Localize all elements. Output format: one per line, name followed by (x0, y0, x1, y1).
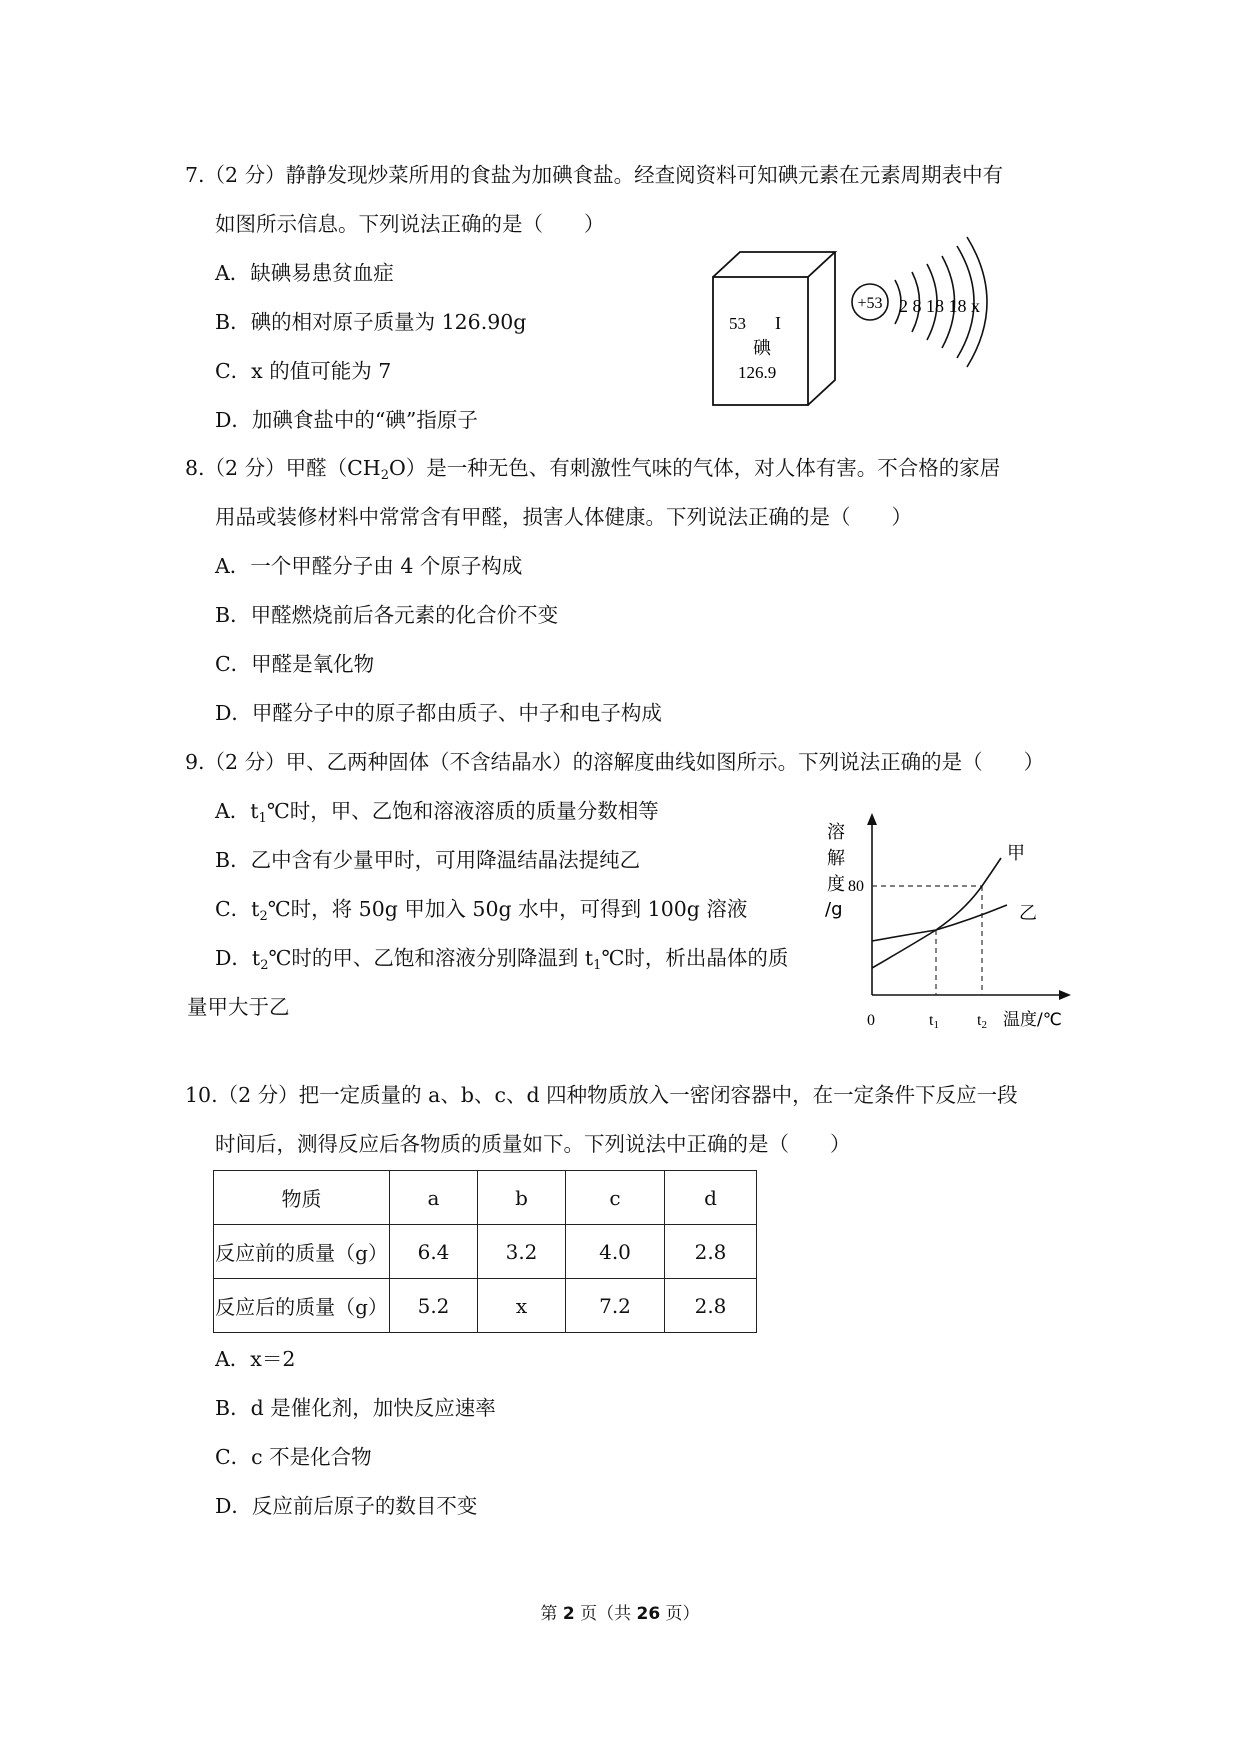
table-cell: 4.0 (566, 1225, 665, 1279)
x-origin-label: 0 (867, 1012, 875, 1029)
curve-yi (872, 905, 1007, 941)
q8-stem-pre: 8.（2 分）甲醛（CH (185, 456, 381, 480)
iodine-element-figure (705, 232, 1005, 412)
table-cell: 2.8 (665, 1225, 757, 1279)
table-header-row (214, 1171, 757, 1225)
table-cell: 6.4 (390, 1225, 478, 1279)
q9-d-sub: 2 (260, 958, 269, 973)
table-header-cell: b (478, 1171, 566, 1225)
y-axis-label (825, 822, 845, 920)
q9-d-sub2: 1 (593, 958, 602, 973)
nucleus-charge: +53 (857, 295, 883, 312)
y-tick-80: 80 (848, 878, 864, 895)
q9-option-d-continued: 量甲大于乙 (187, 995, 290, 1019)
table-cell: 3.2 (478, 1225, 566, 1279)
t2-letter: t (977, 1012, 982, 1029)
footer-pre: 第 (540, 1604, 563, 1624)
atom-structure (852, 237, 987, 367)
x-axis-label: 温度/℃ (1003, 1010, 1062, 1030)
table-header-cell: d (665, 1171, 757, 1225)
q7-stem-line1: 7.（2 分）静静发现炒菜所用的食盐为加碘食盐。经查阅资料可知碘元素在元素周期表中有 (185, 163, 1004, 187)
element-symbol: I (775, 313, 781, 333)
series-label-yi: 乙 (1019, 903, 1037, 924)
table-header-cell: c (566, 1171, 665, 1225)
solubility-curve-figure (815, 808, 1075, 1038)
ylabel-char-3: 度 (827, 874, 845, 895)
q9-c-sub: 2 (259, 909, 268, 924)
q7-option-d: D．加碘食盐中的“碘”指原子 (215, 408, 478, 432)
q9-option-c (215, 896, 747, 922)
q10-stem-line2: 时间后，测得反应后各物质的质量如下。下列说法中正确的是（ ） (215, 1132, 851, 1156)
q8-stem-line1 (185, 455, 1000, 481)
ylabel-char-1: 溶 (827, 822, 845, 843)
table-row (214, 1225, 757, 1279)
q10-option-d: D．反应前后原子的数目不变 (215, 1494, 478, 1518)
q8-stem-post: O）是一种无色、有刺激性气味的气体，对人体有害。不合格的家居 (388, 456, 1001, 480)
q9-stem-line1: 9.（2 分）甲、乙两种固体（不含结晶水）的溶解度曲线如图所示。下列说法正确的是（ ） (185, 750, 1045, 774)
table-header-cell: a (390, 1171, 478, 1225)
footer-post: 页） (660, 1604, 700, 1624)
q9-a-sub: 1 (258, 811, 267, 826)
q7-option-c: C．x 的值可能为 7 (215, 359, 392, 383)
q7-stem-line2: 如图所示信息。下列说法正确的是（ ） (215, 212, 605, 236)
q8-option-c: C．甲醛是氧化物 (215, 652, 375, 676)
page-footer (0, 1599, 1240, 1624)
q8-option-b: B．甲醛燃烧前后各元素的化合价不变 (215, 603, 559, 627)
q9-a-post: ℃时，甲、乙饱和溶液溶质的质量分数相等 (266, 799, 659, 823)
x-tick-t2 (977, 1012, 987, 1031)
q9-d-post: ℃时，析出晶体的质 (601, 946, 789, 970)
table-header-cell: 物质 (214, 1171, 390, 1225)
ylabel-char-2: 解 (827, 848, 845, 869)
q9-option-b: B．乙中含有少量甲时，可用降温结晶法提纯乙 (215, 848, 641, 872)
q10-option-b: B．d 是催化剂，加快反应速率 (215, 1396, 496, 1420)
series-label-jia: 甲 (1007, 843, 1025, 864)
table-cell: 反应前的质量（g） (214, 1225, 390, 1279)
x-axis-arrow (1059, 990, 1071, 1000)
footer-mid: 页（共 (574, 1604, 637, 1624)
electron-shell-counts: 2 8 18 18 x (899, 296, 980, 316)
q9-c-pre: C．t (215, 897, 260, 921)
q8-option-d: D．甲醛分子中的原子都由质子、中子和电子构成 (215, 701, 662, 725)
y-axis-arrow (867, 813, 877, 825)
element-name: 碘 (753, 338, 771, 359)
table-cell: x (478, 1279, 566, 1333)
q9-c-post: ℃时，将 50g 甲加入 50g 水中，可得到 100g 溶液 (267, 897, 748, 921)
t1-sub: 1 (933, 1019, 939, 1031)
footer-page-number: 2 (562, 1604, 575, 1624)
t1-letter: t (929, 1012, 934, 1029)
q8-formula-subscript: 2 (380, 468, 389, 483)
table-cell: 反应后的质量（g） (214, 1279, 390, 1333)
t2-sub: 2 (981, 1019, 987, 1031)
q9-d-mid: ℃时的甲、乙饱和溶液分别降温到 t (268, 946, 594, 970)
mass-table (213, 1170, 757, 1333)
table-cell: 7.2 (566, 1279, 665, 1333)
q10-option-a: A．x＝2 (215, 1347, 296, 1371)
q9-option-a (215, 798, 659, 824)
table-cell: 2.8 (665, 1279, 757, 1333)
guide-lines (872, 886, 982, 995)
atomic-mass: 126.9 (738, 363, 777, 382)
q9-a-pre: A．t (215, 799, 259, 823)
q8-stem-line2: 用品或装修材料中常常含有甲醛，损害人体健康。下列说法正确的是（ ） (215, 505, 912, 529)
q10-stem-line1: 10.（2 分）把一定质量的 a、b、c、d 四种物质放入一密闭容器中，在一定条件下反应一段 (185, 1083, 1018, 1107)
q7-option-b: B．碘的相对原子质量为 126.90g (215, 310, 527, 334)
footer-total-pages: 26 (636, 1604, 661, 1624)
ylabel-char-4: /g (825, 899, 843, 920)
q8-option-a: A．一个甲醛分子由 4 个原子构成 (215, 554, 523, 578)
atomic-number: 53 (729, 314, 746, 333)
q7-option-a: A．缺碘易患贫血症 (215, 261, 394, 285)
q9-d-pre: D．t (215, 946, 261, 970)
q9-option-d (215, 945, 788, 971)
x-tick-t1 (929, 1012, 939, 1031)
table-row (214, 1279, 757, 1333)
axes (867, 813, 1071, 1000)
q10-option-c: C．c 不是化合物 (215, 1445, 372, 1469)
table-cell: 5.2 (390, 1279, 478, 1333)
